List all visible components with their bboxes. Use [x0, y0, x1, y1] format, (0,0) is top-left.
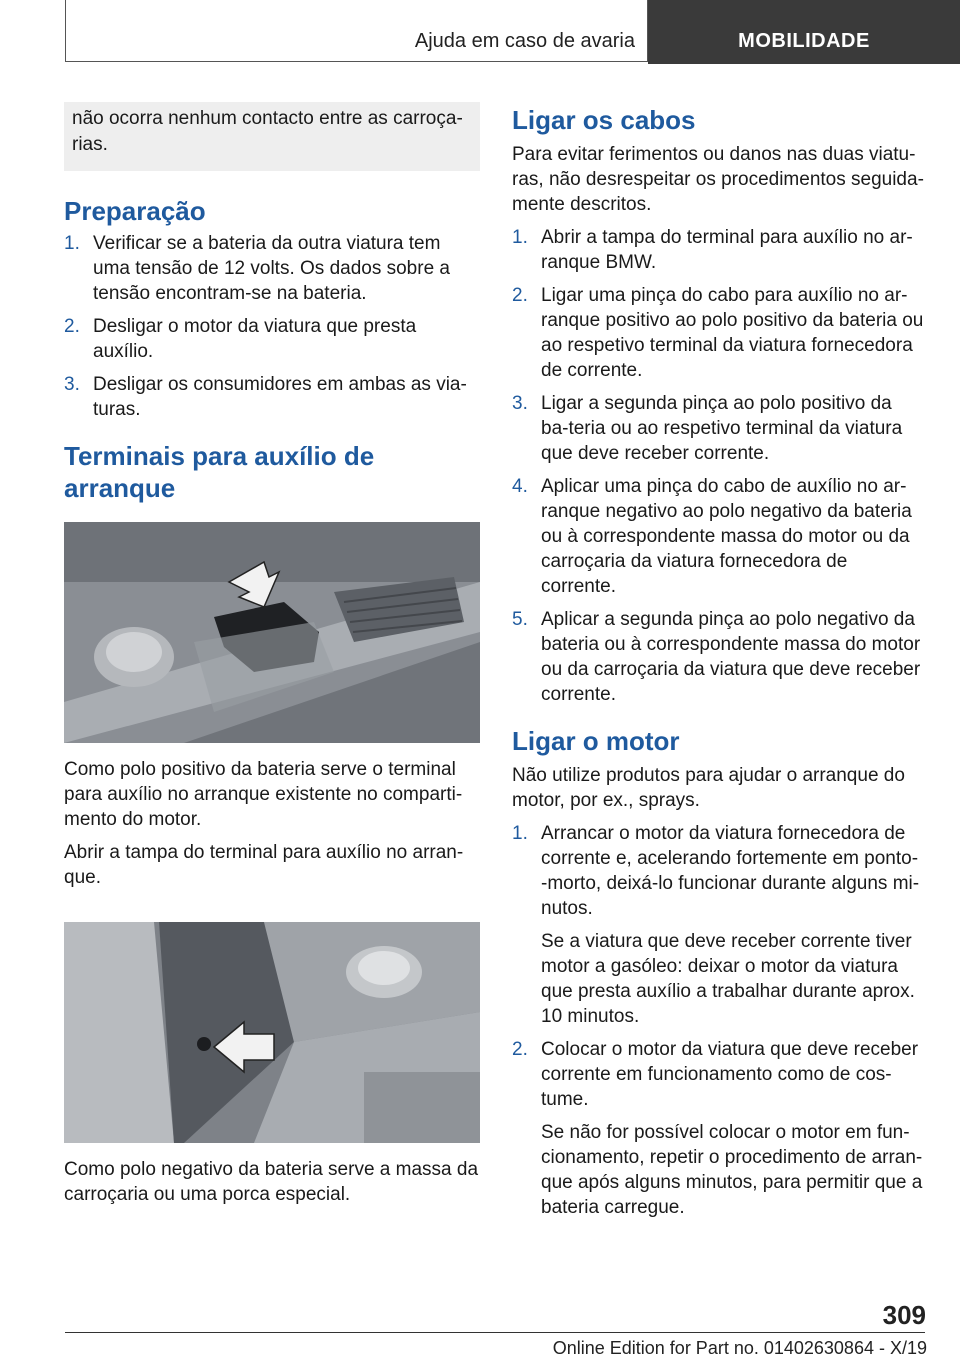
- list-item: [64, 314, 480, 364]
- list-item: [512, 1037, 924, 1220]
- step-text: Desligar o motor da viatura que presta auxílio.: [93, 316, 417, 362]
- step-number: 5.: [512, 609, 528, 630]
- connect-cables-heading: Ligar os cabos: [512, 105, 696, 135]
- list-item: [512, 283, 924, 383]
- positive-terminal-illustration: [64, 522, 480, 743]
- step-number: 2.: [512, 1039, 528, 1060]
- step-number: 2.: [64, 316, 80, 337]
- right-column: [512, 102, 924, 1220]
- step-text: Verificar se a bateria da outra viatura tem uma tensão de 12 volts. Os dados sobre a tensão encontram-se na bateria.: [93, 233, 450, 304]
- terminals-heading: Terminais para auxílio de arranque: [64, 441, 375, 503]
- step-number: 1.: [512, 823, 528, 844]
- page-number: 309: [882, 1300, 926, 1330]
- step-note: Se a viatura que deve receber corrente tiver motor a gasóleo: deixar o motor da viatura que presta auxílio a trabalhar durante aprox. 10 minutos.: [541, 931, 915, 1027]
- step-text: Aplicar a segunda pinça ao polo negativo da bateria ou à correspondente massa do motor ou da carroçaria da viatura que deve receber corrente.: [541, 609, 921, 705]
- list-item: [512, 391, 924, 466]
- note-box: [64, 102, 480, 171]
- step-text: Colocar o motor da viatura que deve receber corrente em funcionamento como de cos-tume.: [541, 1039, 919, 1110]
- note-text: não ocorra nenhum contacto entre as carroça-rias.: [72, 108, 463, 155]
- step-number: 3.: [64, 374, 80, 395]
- start-engine-intro: Não utilize produtos para ajudar o arranque do motor, por ex., sprays.: [512, 765, 905, 811]
- left-column: [64, 102, 480, 1207]
- connect-cables-steps: [512, 225, 924, 707]
- negative-terminal-text: Como polo negativo da bateria serve a massa da carroçaria ou uma porca especial.: [64, 1159, 479, 1205]
- step-number: 2.: [512, 285, 528, 306]
- chapter-tab: [648, 0, 960, 64]
- positive-terminal-text: Como polo positivo da bateria serve o terminal para auxílio no arranque existente no comparti-mento do motor.: [64, 759, 463, 830]
- engine-bay-photo-negative-terminal: [64, 922, 480, 1143]
- step-text: Ligar uma pinça do cabo para auxílio no ar-ranque positivo ao polo positivo da bateria ou ao respetivo terminal da viatura fornecedora de corrente.: [541, 285, 924, 381]
- step-number: 4.: [512, 476, 528, 497]
- edition-text: Online Edition for Part no. 01402630864 - X/19: [552, 1338, 927, 1358]
- preparation-heading: Preparação: [64, 196, 206, 226]
- step-note: Se não for possível colocar o motor em fun-cionamento, repetir o procedimento de arran-que após alguns minutos, para permitir que a bateria carregue.: [541, 1122, 923, 1218]
- negative-terminal-illustration: [64, 922, 480, 1143]
- list-item: [64, 372, 480, 422]
- list-item: [64, 231, 480, 306]
- list-item: [512, 225, 924, 275]
- section-tab: [65, 0, 648, 62]
- start-engine-heading: Ligar o motor: [512, 726, 680, 756]
- step-text: Abrir a tampa do terminal para auxílio no ar-ranque BMW.: [541, 227, 913, 273]
- chapter-title: MOBILIDADE: [738, 30, 870, 52]
- page-header: [65, 0, 960, 64]
- list-item: [512, 474, 924, 599]
- step-number: 3.: [512, 393, 528, 414]
- step-number: 1.: [512, 227, 528, 248]
- step-text: Ligar a segunda pinça ao polo positivo da ba-teria ou ao respetivo terminal da viatura que deve receber corrente.: [541, 393, 903, 464]
- section-title: Ajuda em caso de avaria: [414, 30, 635, 52]
- open-cover-text: Abrir a tampa do terminal para auxílio no arran-que.: [64, 842, 464, 888]
- list-item: [512, 607, 924, 707]
- list-item: [512, 821, 924, 1029]
- step-text: Aplicar uma pinça do cabo de auxílio no ar-ranque negativo ao polo negativo da bateria ou à correspondente massa do motor ou da carroçaria da viatura fornecedora de corrente.: [541, 476, 912, 597]
- start-engine-steps: [512, 821, 924, 1220]
- engine-bay-photo-positive-terminal: [64, 522, 480, 743]
- step-text: Desligar os consumidores em ambas as via-turas.: [93, 374, 467, 420]
- footer-divider: [65, 1332, 925, 1333]
- connect-cables-intro: Para evitar ferimentos ou danos nas duas viatu-ras, não desrespeitar os procedimentos seguida-mente descritos.: [512, 144, 924, 215]
- preparation-steps: [64, 231, 480, 422]
- step-text: Arrancar o motor da viatura fornecedora de corrente e, acelerando fortemente em ponto--morto, deixá-lo funcionar durante alguns mi-nutos.: [541, 823, 920, 919]
- step-number: 1.: [64, 233, 80, 254]
